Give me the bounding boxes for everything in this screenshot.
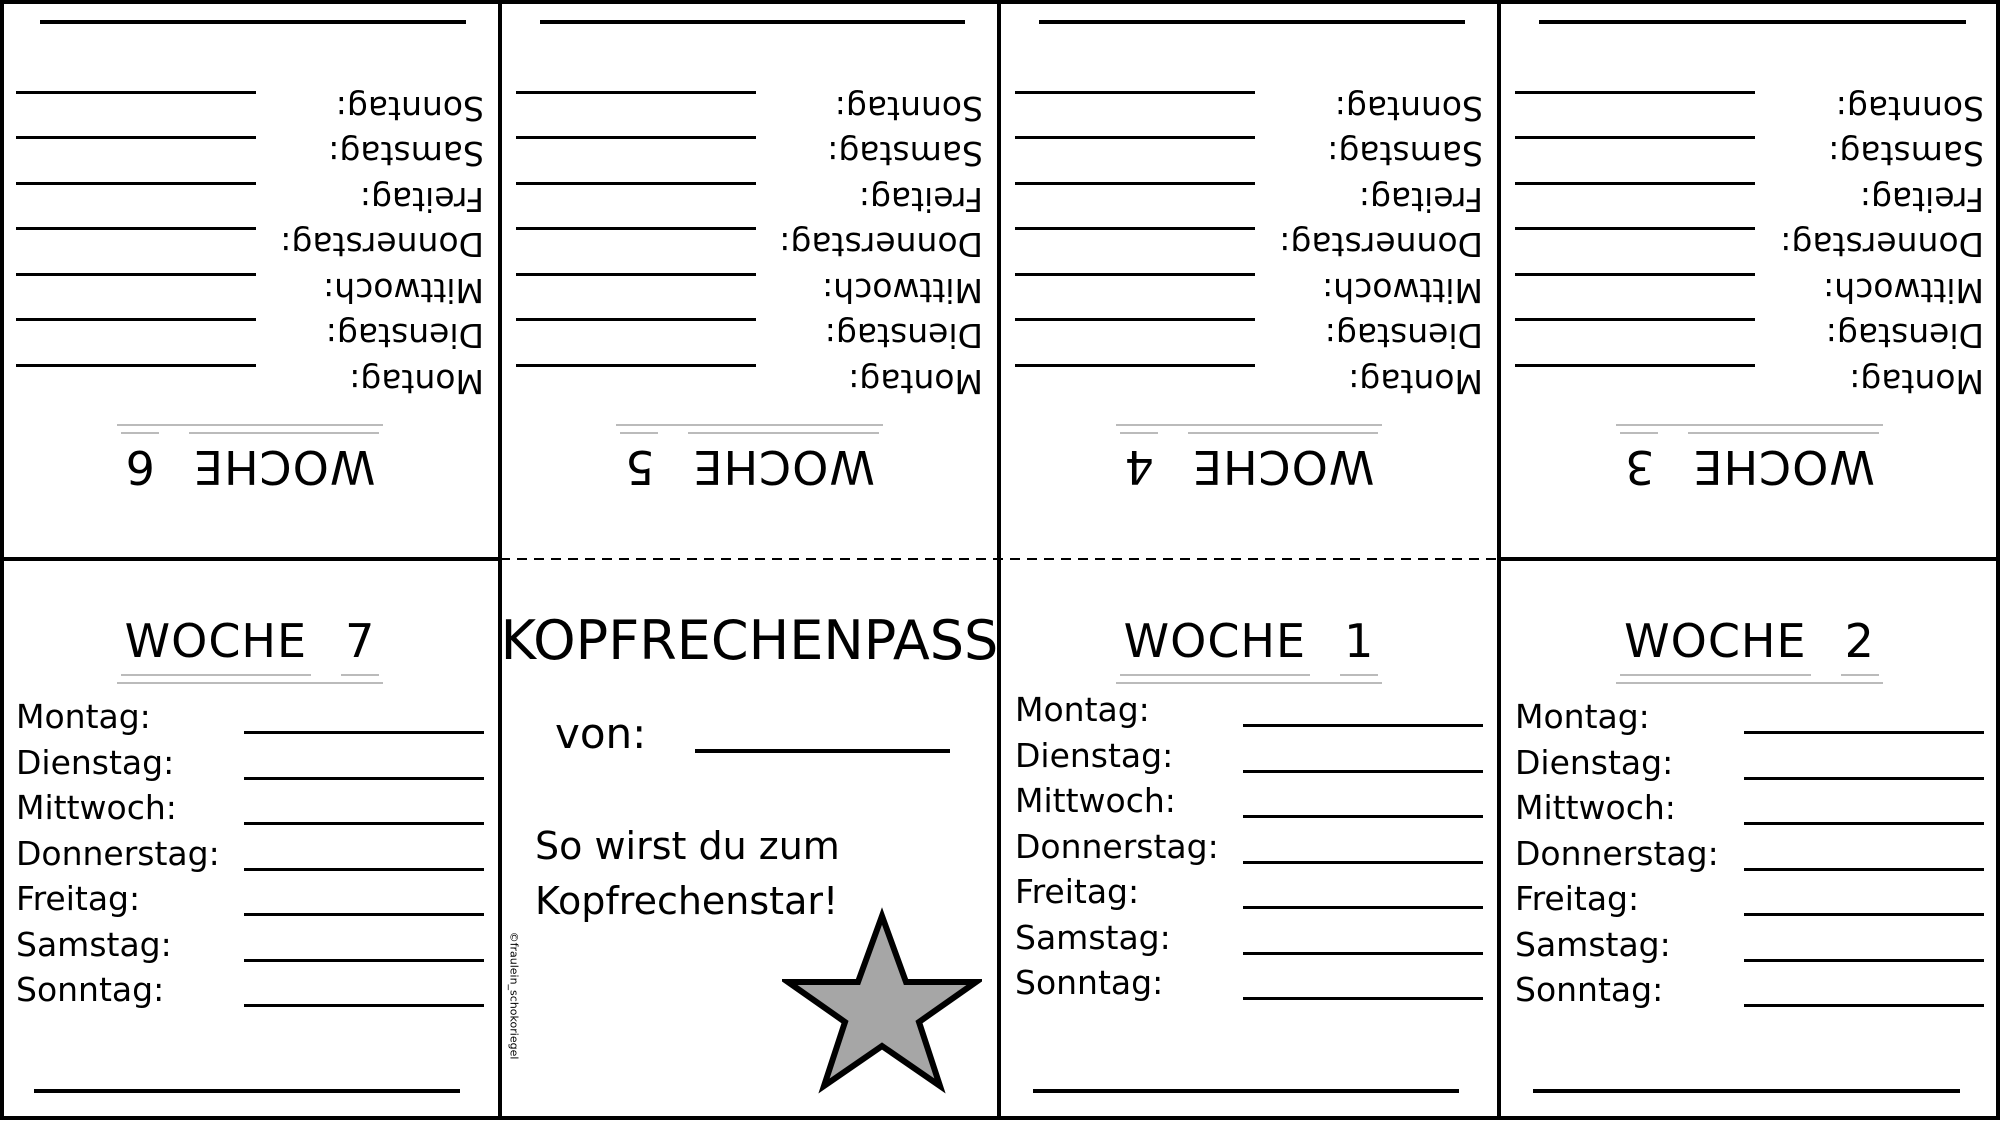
day-row xyxy=(1515,222,1984,268)
day-row xyxy=(16,358,484,404)
day-label: Freitag: xyxy=(1515,879,1640,918)
day-label: Sonntag: xyxy=(1835,89,1984,128)
week4-bottom-line xyxy=(1039,20,1465,24)
answer-line[interactable] xyxy=(1744,777,1984,780)
day-row xyxy=(1015,733,1483,779)
day-row xyxy=(1015,131,1483,177)
day-row xyxy=(16,967,484,1013)
day-row xyxy=(1015,267,1483,313)
slogan-line-1: So wirst du zum xyxy=(535,824,840,868)
day-row xyxy=(1515,831,1984,877)
day-row xyxy=(1015,778,1483,824)
day-label: Donnerstag: xyxy=(1015,826,1219,866)
day-label: Samstag: xyxy=(1828,134,1984,174)
day-label: Mittwoch: xyxy=(822,271,983,310)
day-label: Freitag: xyxy=(16,879,141,918)
answer-line[interactable] xyxy=(244,959,484,962)
day-label: Mittwoch: xyxy=(1322,271,1483,310)
day-label: Samstag: xyxy=(1515,924,1671,964)
day-row xyxy=(16,176,484,222)
answer-line[interactable] xyxy=(1744,868,1984,871)
answer-line[interactable] xyxy=(516,364,756,367)
day-row xyxy=(1015,687,1483,733)
week1-title: WOCHE 1 xyxy=(999,614,1499,684)
panel-week7 xyxy=(0,559,500,1120)
day-row xyxy=(16,876,484,922)
week5-title: WOCHE5 xyxy=(500,424,999,494)
answer-line[interactable] xyxy=(1243,906,1483,909)
week5-bottom-line xyxy=(540,20,965,24)
day-row xyxy=(1515,358,1984,404)
day-label: Montag: xyxy=(1515,697,1650,736)
week3-title: WOCHE3 xyxy=(1499,424,2000,494)
day-row xyxy=(1515,176,1984,222)
day-label: Dienstag: xyxy=(16,742,175,782)
week1-bottom-line xyxy=(1033,1089,1459,1093)
answer-line[interactable] xyxy=(1243,770,1483,773)
day-row xyxy=(1515,267,1984,313)
answer-line[interactable] xyxy=(1243,724,1483,727)
copyright-text: ©fraulein_schokoriegel xyxy=(507,931,521,1060)
day-label: Montag: xyxy=(1348,362,1483,401)
day-row xyxy=(1015,869,1483,915)
day-label: Montag: xyxy=(16,697,151,736)
answer-line[interactable] xyxy=(16,273,256,276)
day-label: Dienstag: xyxy=(824,316,983,356)
day-label: Montag: xyxy=(848,362,983,401)
day-row xyxy=(516,131,983,177)
day-label: Mittwoch: xyxy=(1015,781,1176,820)
cover-title: KOPFRECHENPASS xyxy=(500,609,999,672)
answer-line[interactable] xyxy=(16,319,256,322)
answer-line[interactable] xyxy=(16,137,256,140)
day-label: Mittwoch: xyxy=(16,788,177,827)
star-icon xyxy=(782,904,982,1094)
day-label: Donnerstag: xyxy=(16,833,220,873)
day-row xyxy=(16,922,484,968)
answer-line[interactable] xyxy=(16,228,256,231)
answer-line[interactable] xyxy=(1015,364,1255,367)
day-row xyxy=(16,313,484,359)
day-row xyxy=(1015,176,1483,222)
answer-line[interactable] xyxy=(516,91,756,94)
week7-bottom-line xyxy=(34,1089,460,1093)
day-row xyxy=(16,694,484,740)
day-label: Montag: xyxy=(1849,362,1984,401)
day-row xyxy=(1515,85,1984,131)
day-row xyxy=(516,85,983,131)
day-label: Dienstag: xyxy=(1324,316,1483,356)
panel-week4 xyxy=(999,0,1499,559)
day-label: Mittwoch: xyxy=(323,271,484,310)
answer-line[interactable] xyxy=(1515,91,1755,94)
day-label: Sonntag: xyxy=(335,89,484,128)
day-row xyxy=(1015,824,1483,870)
answer-line[interactable] xyxy=(1243,861,1483,864)
answer-line[interactable] xyxy=(1243,997,1483,1000)
day-label: Donnerstag: xyxy=(1279,225,1483,265)
day-row xyxy=(1015,915,1483,961)
answer-line[interactable] xyxy=(1515,364,1755,367)
panel-week3 xyxy=(1499,0,2000,559)
day-row xyxy=(516,222,983,268)
answer-line[interactable] xyxy=(1243,952,1483,955)
day-label: Mittwoch: xyxy=(1823,271,1984,310)
panel-week5 xyxy=(500,0,999,559)
answer-line[interactable] xyxy=(1744,959,1984,962)
week2-bottom-line xyxy=(1533,1089,1960,1093)
day-row xyxy=(1015,85,1483,131)
panel-week1 xyxy=(999,559,1499,1120)
week6-title: WOCHE6 xyxy=(0,424,500,494)
day-label: Freitag: xyxy=(359,180,484,219)
day-label: Samstag: xyxy=(328,134,484,174)
answer-line[interactable] xyxy=(1744,822,1984,825)
day-label: Donnerstag: xyxy=(280,225,484,265)
week7-title: WOCHE 7 xyxy=(0,614,500,684)
day-label: Sonntag: xyxy=(16,970,165,1009)
day-label: Freitag: xyxy=(1015,872,1140,911)
answer-line[interactable] xyxy=(1015,273,1255,276)
day-label: Samstag: xyxy=(1327,134,1483,174)
answer-line[interactable] xyxy=(516,319,756,322)
day-row xyxy=(516,358,983,404)
day-row xyxy=(516,267,983,313)
day-row xyxy=(1015,358,1483,404)
day-label: Sonntag: xyxy=(1515,970,1664,1009)
answer-line[interactable] xyxy=(1515,137,1755,140)
answer-line[interactable] xyxy=(1015,91,1255,94)
slogan-line-2: Kopfrechenstar! xyxy=(535,879,839,923)
day-label: Freitag: xyxy=(858,180,983,219)
day-row xyxy=(1515,740,1984,786)
week4-title: WOCHE4 xyxy=(999,424,1499,494)
answer-line[interactable] xyxy=(1515,228,1755,231)
day-row xyxy=(1015,313,1483,359)
day-row xyxy=(1515,313,1984,359)
answer-line[interactable] xyxy=(1515,182,1755,185)
day-row xyxy=(516,176,983,222)
von-label: von: xyxy=(555,709,647,758)
answer-line[interactable] xyxy=(244,822,484,825)
day-label: Donnerstag: xyxy=(1780,225,1984,265)
day-row xyxy=(1015,222,1483,268)
week2-title: WOCHE 2 xyxy=(1499,614,2000,684)
answer-line[interactable] xyxy=(244,777,484,780)
day-row xyxy=(16,740,484,786)
answer-line[interactable] xyxy=(16,91,256,94)
answer-line[interactable] xyxy=(244,731,484,734)
name-line[interactable] xyxy=(695,749,950,753)
day-row xyxy=(1015,960,1483,1006)
day-label: Montag: xyxy=(1015,690,1150,729)
week6-bottom-line xyxy=(40,20,466,24)
day-label: Dienstag: xyxy=(1015,735,1174,775)
answer-line[interactable] xyxy=(1243,815,1483,818)
answer-line[interactable] xyxy=(244,868,484,871)
answer-line[interactable] xyxy=(516,182,756,185)
day-label: Samstag: xyxy=(1015,917,1171,957)
answer-line[interactable] xyxy=(1744,1004,1984,1007)
day-row xyxy=(16,85,484,131)
answer-line[interactable] xyxy=(516,228,756,231)
answer-line[interactable] xyxy=(1015,228,1255,231)
day-row xyxy=(1515,694,1984,740)
day-label: Samstag: xyxy=(827,134,983,174)
day-row xyxy=(1515,922,1984,968)
answer-line[interactable] xyxy=(516,137,756,140)
answer-line[interactable] xyxy=(244,913,484,916)
day-label: Donnerstag: xyxy=(779,225,983,265)
day-row xyxy=(1515,876,1984,922)
day-row xyxy=(1515,131,1984,177)
week3-bottom-line xyxy=(1539,20,1966,24)
day-row xyxy=(1515,785,1984,831)
day-label: Samstag: xyxy=(16,924,172,964)
answer-line[interactable] xyxy=(16,364,256,367)
day-label: Freitag: xyxy=(1358,180,1483,219)
day-label: Sonntag: xyxy=(834,89,983,128)
answer-line[interactable] xyxy=(244,1004,484,1007)
day-label: Mittwoch: xyxy=(1515,788,1676,827)
answer-line[interactable] xyxy=(1015,137,1255,140)
panel-week6 xyxy=(0,0,500,559)
answer-line[interactable] xyxy=(1744,913,1984,916)
day-label: Sonntag: xyxy=(1334,89,1483,128)
day-label: Dienstag: xyxy=(325,316,484,356)
answer-line[interactable] xyxy=(16,182,256,185)
day-row xyxy=(16,131,484,177)
answer-line[interactable] xyxy=(1515,319,1755,322)
answer-line[interactable] xyxy=(516,273,756,276)
day-row xyxy=(16,222,484,268)
day-row xyxy=(516,313,983,359)
day-label: Freitag: xyxy=(1859,180,1984,219)
day-label: Dienstag: xyxy=(1825,316,1984,356)
day-label: Donnerstag: xyxy=(1515,833,1719,873)
day-row xyxy=(16,267,484,313)
day-row xyxy=(16,785,484,831)
day-row xyxy=(1515,967,1984,1013)
panel-cover xyxy=(500,559,999,1120)
day-label: Dienstag: xyxy=(1515,742,1674,782)
day-label: Sonntag: xyxy=(1015,963,1164,1002)
panel-week2 xyxy=(1499,559,2000,1120)
day-row xyxy=(16,831,484,877)
answer-line[interactable] xyxy=(1015,319,1255,322)
answer-line[interactable] xyxy=(1015,182,1255,185)
answer-line[interactable] xyxy=(1744,731,1984,734)
day-label: Montag: xyxy=(349,362,484,401)
answer-line[interactable] xyxy=(1515,273,1755,276)
